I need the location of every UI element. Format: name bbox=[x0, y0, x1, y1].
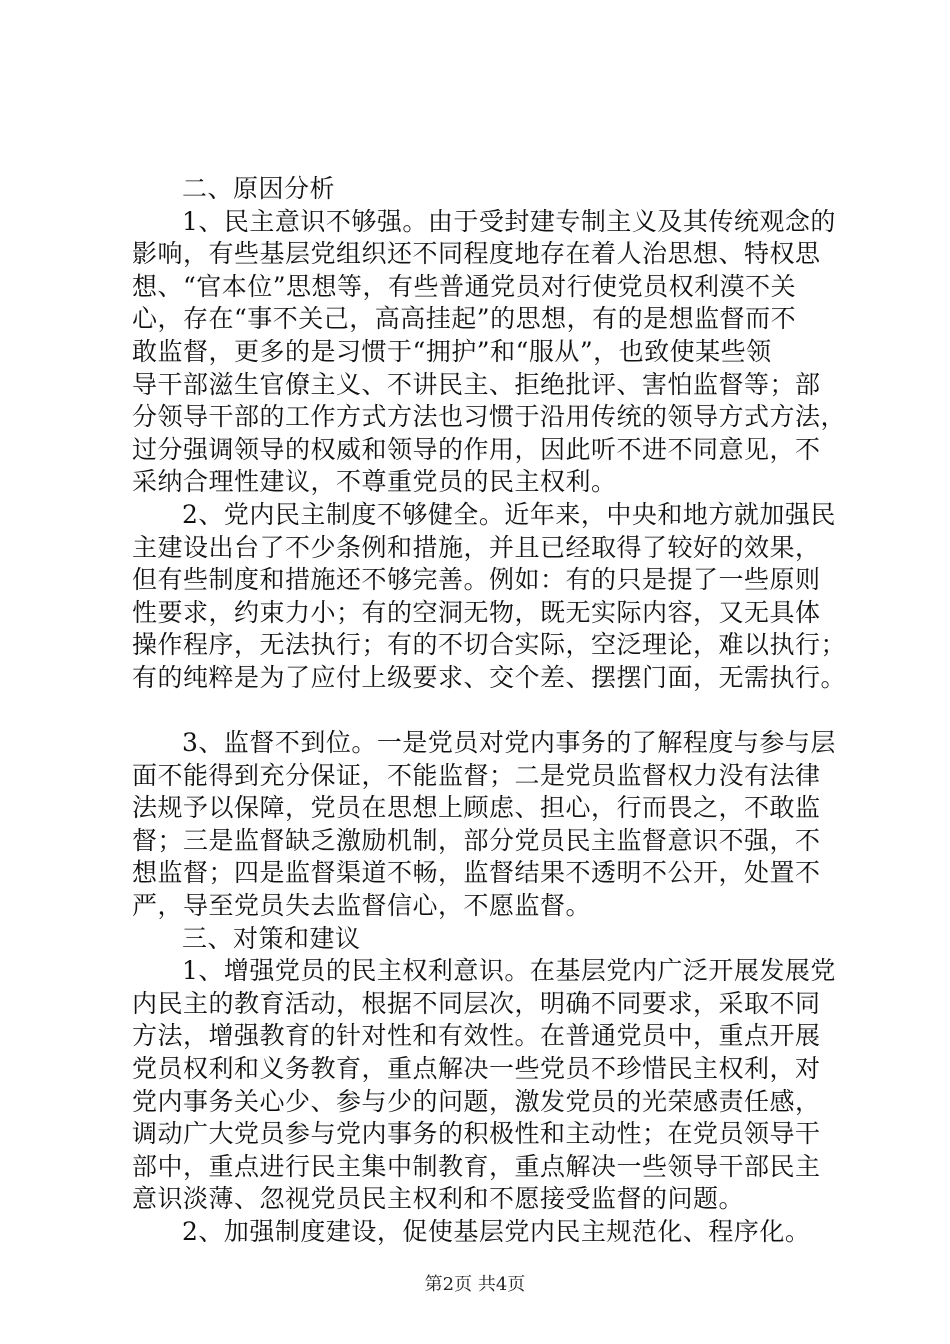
paragraph-line: 3、监督不到位。一是党员对党内事务的了解程度与参与层 bbox=[182, 728, 836, 758]
paragraph-line: 严，导至党员失去监督信心，不愿监督。 bbox=[132, 891, 592, 921]
paragraph-line: 心，存在“事不关己，高高挂起”的思想，有的是想监督而不 bbox=[132, 304, 797, 334]
section-heading-causes: 二、原因分析 bbox=[182, 174, 336, 203]
paragraph-line: 督；三是监督缺乏激励机制，部分党员民主监督意识不强，不 bbox=[132, 825, 821, 855]
paragraph-line: 想监督；四是监督渠道不畅，监督结果不透明不公开，处置不 bbox=[132, 858, 821, 888]
paragraph-line: 主建设出台了不少条例和措施，并且已经取得了较好的效果， bbox=[132, 532, 821, 562]
paragraph-line: 性要求，约束力小；有的空洞无物，既无实际内容，又无具体 bbox=[132, 597, 821, 627]
paragraph-line: 采纳合理性建议，不尊重党员的民主权利。 bbox=[132, 467, 617, 497]
page-number-footer: 第2页 共4页 bbox=[424, 1274, 526, 1295]
paragraph-line: 有的纯粹是为了应付上级要求、交个差、摆摆门面，无需执行。 bbox=[132, 662, 847, 692]
paragraph-line: 过分强调领导的权威和领导的作用，因此听不进不同意见，不 bbox=[132, 434, 821, 464]
paragraph-line: 内民主的教育活动，根据不同层次，明确不同要求，采取不同 bbox=[132, 988, 821, 1018]
paragraph-line: 1、民主意识不够强。由于受封建专制主义及其传统观念的 bbox=[182, 206, 836, 236]
paragraph-line: 法规予以保障，党员在思想上顾虑、担心，行而畏之，不敢监 bbox=[132, 793, 821, 823]
paragraph-line: 导干部滋生官僚主义、不讲民主、拒绝批评、害怕监督等；部 bbox=[132, 369, 821, 399]
paragraph-line: 影响，有些基层党组织还不同程度地存在着人治思想、特权思 bbox=[132, 239, 821, 269]
paragraph-line: 党内事务关心少、参与少的问题，激发党员的光荣感责任感， bbox=[132, 1086, 821, 1116]
paragraph-line: 部中，重点进行民主集中制教育，重点解决一些领导干部民主 bbox=[132, 1151, 821, 1181]
paragraph-line: 分领导干部的工作方式方法也习惯于沿用传统的领导方式方法， bbox=[132, 402, 847, 432]
paragraph-line: 2、党内民主制度不够健全。近年来，中央和地方就加强民 bbox=[182, 499, 836, 529]
paragraph-line: 调动广大党员参与党内事务的积极性和主动性；在党员领导干 bbox=[132, 1119, 821, 1149]
paragraph-line: 操作程序，无法执行；有的不切合实际，空泛理论，难以执行； bbox=[132, 630, 847, 660]
paragraph-gap bbox=[132, 695, 828, 728]
paragraph-line: 党员权利和义务教育，重点解决一些党员不珍惜民主权利，对 bbox=[132, 1054, 821, 1084]
paragraph-line: 2、加强制度建设，促使基层党内民主规范化、程序化。 bbox=[182, 1217, 811, 1246]
paragraph-line: 方法，增强教育的针对性和有效性。在普通党员中，重点开展 bbox=[132, 1021, 821, 1051]
paragraph-line: 但有些制度和措施还不够完善。例如：有的只是提了一些原则 bbox=[132, 565, 821, 595]
section-heading-measures: 三、对策和建议 bbox=[182, 923, 361, 953]
document-body bbox=[132, 173, 847, 1249]
paragraph-line: 面不能得到充分保证，不能监督；二是党员监督权力没有法律 bbox=[132, 760, 821, 790]
paragraph-line: 敢监督，更多的是习惯于“拥护”和“服从”，也致使某些领 bbox=[132, 336, 772, 366]
paragraph-line: 意识淡薄、忽视党员民主权利和不愿接受监督的问题。 bbox=[132, 1184, 745, 1214]
paragraph-line: 1、增强党员的民主权利意识。在基层党内广泛开展发展党 bbox=[182, 956, 836, 986]
paragraph-line: 想、“官本位”思想等，有些普通党员对行使党员权利漠不关 bbox=[132, 271, 797, 301]
